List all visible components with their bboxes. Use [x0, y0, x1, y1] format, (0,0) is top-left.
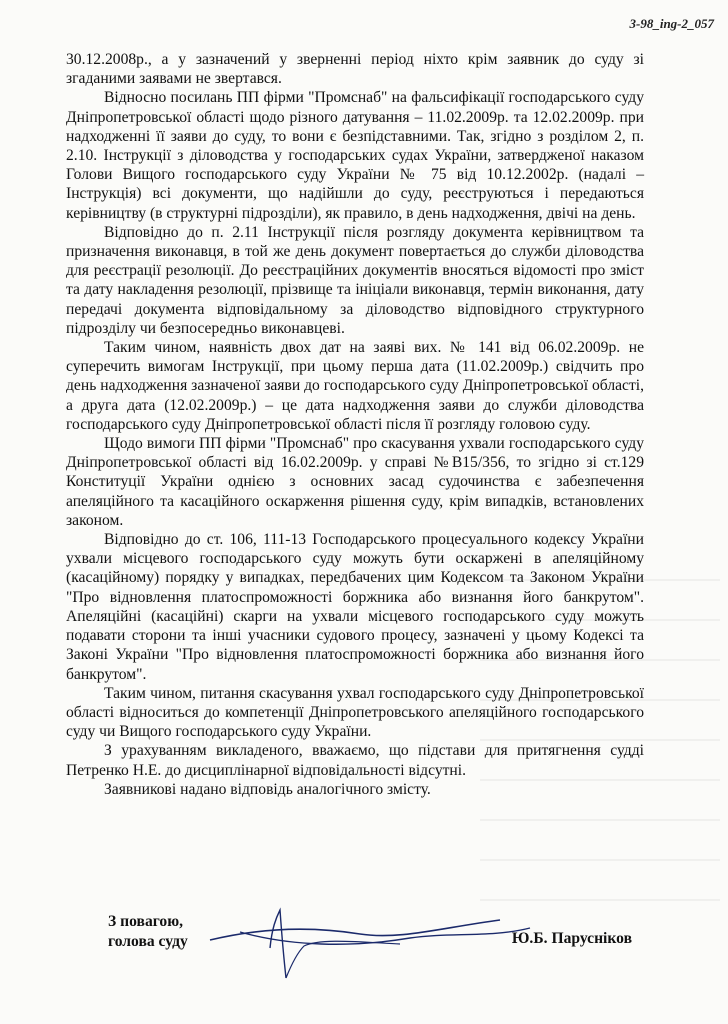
paragraph: Таким чином, наявність двох дат на заяві вих. № 141 від 06.02.2009р. не суперечить вимогам Інструкції, при цьому перша дата (11.02.2009р.) свідчить про день надходження зазначеної заяви до господарського суду Дніпропетровської області, а друга дата (12.02.2009р.) – це дата надходження заяви до служби діловодства господарського суду Дніпропетровської області після її розгляду головою суду. — [66, 339, 644, 433]
signer-name: Ю.Б. Паруснiков — [511, 930, 632, 947]
paragraph: Щодо вимоги ПП фірми "Промснаб" про скасування ухвали господарського суду Дніпропетровської області від 16.02.2009р. у справі №В15/356, то згідно зі ст.129 Конституції України однією з основних засад судочинства є забезпечення апеляційного та касаційного оскарження рішення суду, крім випадків, встановлених законом. — [66, 435, 644, 529]
closing-block — [108, 912, 188, 952]
paragraph: Відносно посилань ПП фірми "Промснаб" на фальсифікації господарського суду Дніпропетровської області щодо різного датування – 11.02.2009р. та 12.02.2009р. при надходженні її заяви до суду, то вони є безпідставними. Так, згідно з розділом 2, п. 2.10. Інструкції з діловодства у господарських судах України, затвердженої наказом Голови Вищого господарського суду України № 75 від 10.12.2002р. (надалі –Інструкція) всі документи, що надійшли до суду, реєструються і передаються керівництву (в структурні підрозділи), як правило, в день надходження, двічі на день. — [66, 89, 644, 222]
paragraph: Заявникові надано відповідь аналогічного змісту. — [104, 780, 431, 798]
paragraph: Відповідно до п. 2.11 Інструкції після розгляду документа керівництвом та призначення виконавця, в той же день документ повертається до служби діловодства для реєстрації резолюції. До реєстраційних документів вносяться відомості про зміст та дату накладення резолюції, прізвище та ініціали виконавця, термін виконання, дату передачі документа відповідальному за діловодство відповідного структурного підрозділу чи безпосередньо виконавцеві. — [66, 223, 644, 337]
document-code: 3-98_ing-2_057 — [629, 16, 714, 31]
paragraph: З урахуванням викладеного, вважаємо, що підстави для притягнення судді Петренко Н.Е. до дисциплінарної відповідальності відсутні. — [66, 742, 644, 779]
closing-title: голова суду — [108, 933, 188, 950]
paragraph: 30.12.2008р., а у зазначений у зверненні період ніхто крім заявник до суду зі згаданими заявами не звертався. — [66, 51, 644, 88]
letter-body — [66, 50, 644, 799]
paragraph: Відповідно до ст. 106, 111-13 Господарського процесуального кодексу України ухвали місцевого господарського суду можуть бути оскаржені в апеляційному (касаційному) порядку у випадках, передбачених цим Кодексом та Законом України "Про відновлення платоспроможності боржника або визнання його банкрутом". Апеляційні (касаційні) скарги на ухвали місцевого господарського суду можуть подавати сторони та інші учасники судового процесу, зазначені у цьому Кодексі та Законі України "Про відновлення платоспроможності боржника або визнання його банкрутом". — [66, 531, 644, 683]
paragraph: Таким чином, питання скасування ухвал господарського суду Дніпропетровської області відноситься до компетенції Дніпропетровського апеляційного господарського суду чи Вищого господарського суду України. — [66, 684, 644, 741]
handwritten-signature — [200, 898, 540, 988]
closing-salutation: З повагою, — [108, 913, 184, 930]
